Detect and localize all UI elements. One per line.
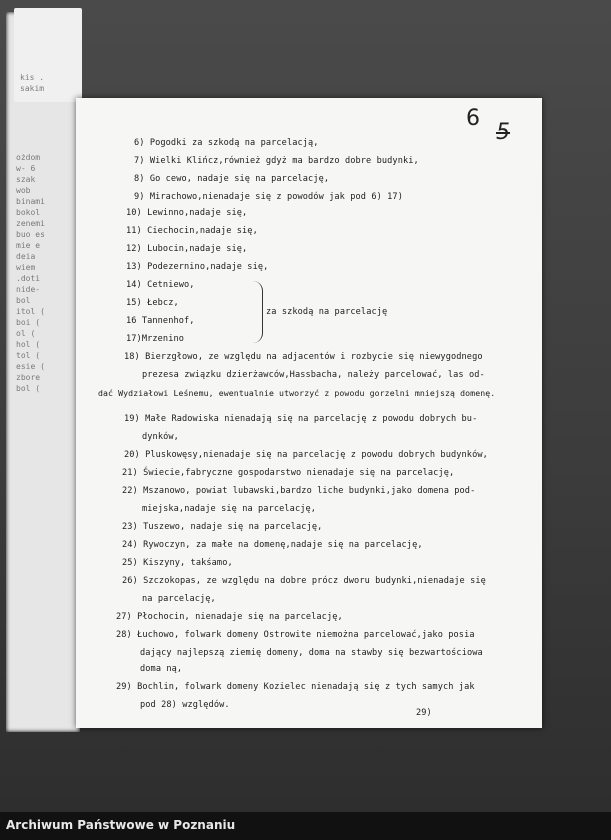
archive-name: Archiwum Państwowe w Poznaniu — [6, 818, 236, 832]
text-line: 25) Kiszyny, takśamo, — [122, 558, 233, 568]
underlying-page-margin-text: ożdom w- 6 szak wob binami bokol zenemi buo es mie e deia wiem .doti nide- bol itol ( boi ( ol ( hol ( tol ( esie ( zbore bol ( — [16, 153, 45, 393]
text-line: miejska,nadaje się na parcelację, — [142, 504, 317, 514]
text-line: pod 28) względów. — [140, 700, 230, 710]
text-line: 11) Ciechocin,nadaje się, — [126, 226, 258, 236]
text-line: 26) Szczokopas, ze względu na dobre prócz dworu budynki,nienadaje się — [122, 576, 486, 586]
text-line: 6) Pogodki za szkodą na parcelacją, — [134, 138, 319, 148]
text-line: 23) Tuszewo, nadaje się na parcelację, — [122, 522, 323, 532]
text-line: doma ną, — [140, 664, 183, 674]
text-line: na parcelację, — [142, 594, 216, 604]
text-line: 14) Cetniewo, — [126, 280, 195, 290]
brace-mark — [252, 281, 263, 343]
text-line: dynków, — [142, 432, 179, 442]
text-line: 8) Go cewo, nadaje się na parcelację, — [134, 174, 330, 184]
archive-footer — [0, 812, 611, 840]
document-page — [76, 98, 542, 728]
continuation-mark: 29) — [416, 708, 432, 718]
text-line: 18) Bierzgłowo, ze względu na adjacentów i rozbycie się niewygodnego — [124, 352, 483, 362]
text-line: 22) Mszanowo, powiat lubawski,bardzo liche budynki,jako domena pod- — [122, 486, 476, 496]
text-line: dać Wydziałowi Leśnemu, ewentualnie utworzyć z powodu gorzelni mniejszą domenę. — [98, 388, 496, 398]
text-line: 10) Lewinno,nadaje się, — [126, 208, 248, 218]
page-number: 6 — [466, 106, 480, 131]
text-line: 17)Mrzenino — [126, 334, 185, 344]
underlying-tab-text: kis . sakim — [20, 73, 45, 93]
text-line: 27) Płochocin, nienadaje się na parcelację, — [116, 612, 343, 622]
text-line: 7) Wielki Klińcz,również gdyż ma bardzo dobre budynki, — [134, 156, 419, 166]
text-line: 21) Świecie,fabryczne gospodarstwo nienadaje się na parcelację, — [122, 468, 455, 478]
text-line: 19) Małe Radowiska nienadają się na parcelację z powodu dobrych bu- — [124, 414, 478, 424]
underlying-page — [6, 12, 80, 732]
text-line: 28) Łuchowo, folwark domeny Ostrowite niemożna parcelować,jako posia — [116, 630, 475, 640]
text-line: 15) Łebcz, — [126, 298, 179, 308]
text-line: dający najlepszą ziemię domeny, doma na stawby się bezwartościowa — [140, 648, 483, 658]
text-line: 13) Podezernino,nadaje się, — [126, 262, 269, 272]
text-line: 29) Bochlin, folwark domeny Kozielec nienadają się z tych samych jak — [116, 682, 475, 692]
text-line: 16 Tannenhof, — [126, 316, 195, 326]
text-line: 20) Pluskowęsy,nienadaje się na parcelację z powodu dobrych budynków, — [124, 450, 488, 460]
old-page-number: 5 — [496, 120, 510, 145]
text-line: 24) Rywoczyn, za małe na domenę,nadaje się na parcelację, — [122, 540, 423, 550]
text-line: 12) Lubocin,nadaje się, — [126, 244, 248, 254]
brace-note: za szkodą na parcelację — [266, 307, 388, 317]
underlying-page-tab — [14, 8, 82, 102]
text-line: 9) Mirachowo,nienadaje się z powodów jak pod 6) 17) — [134, 192, 403, 202]
text-line: prezesa związku dzierżawców,Hassbacha, należy parcelować, las od- — [142, 370, 485, 380]
